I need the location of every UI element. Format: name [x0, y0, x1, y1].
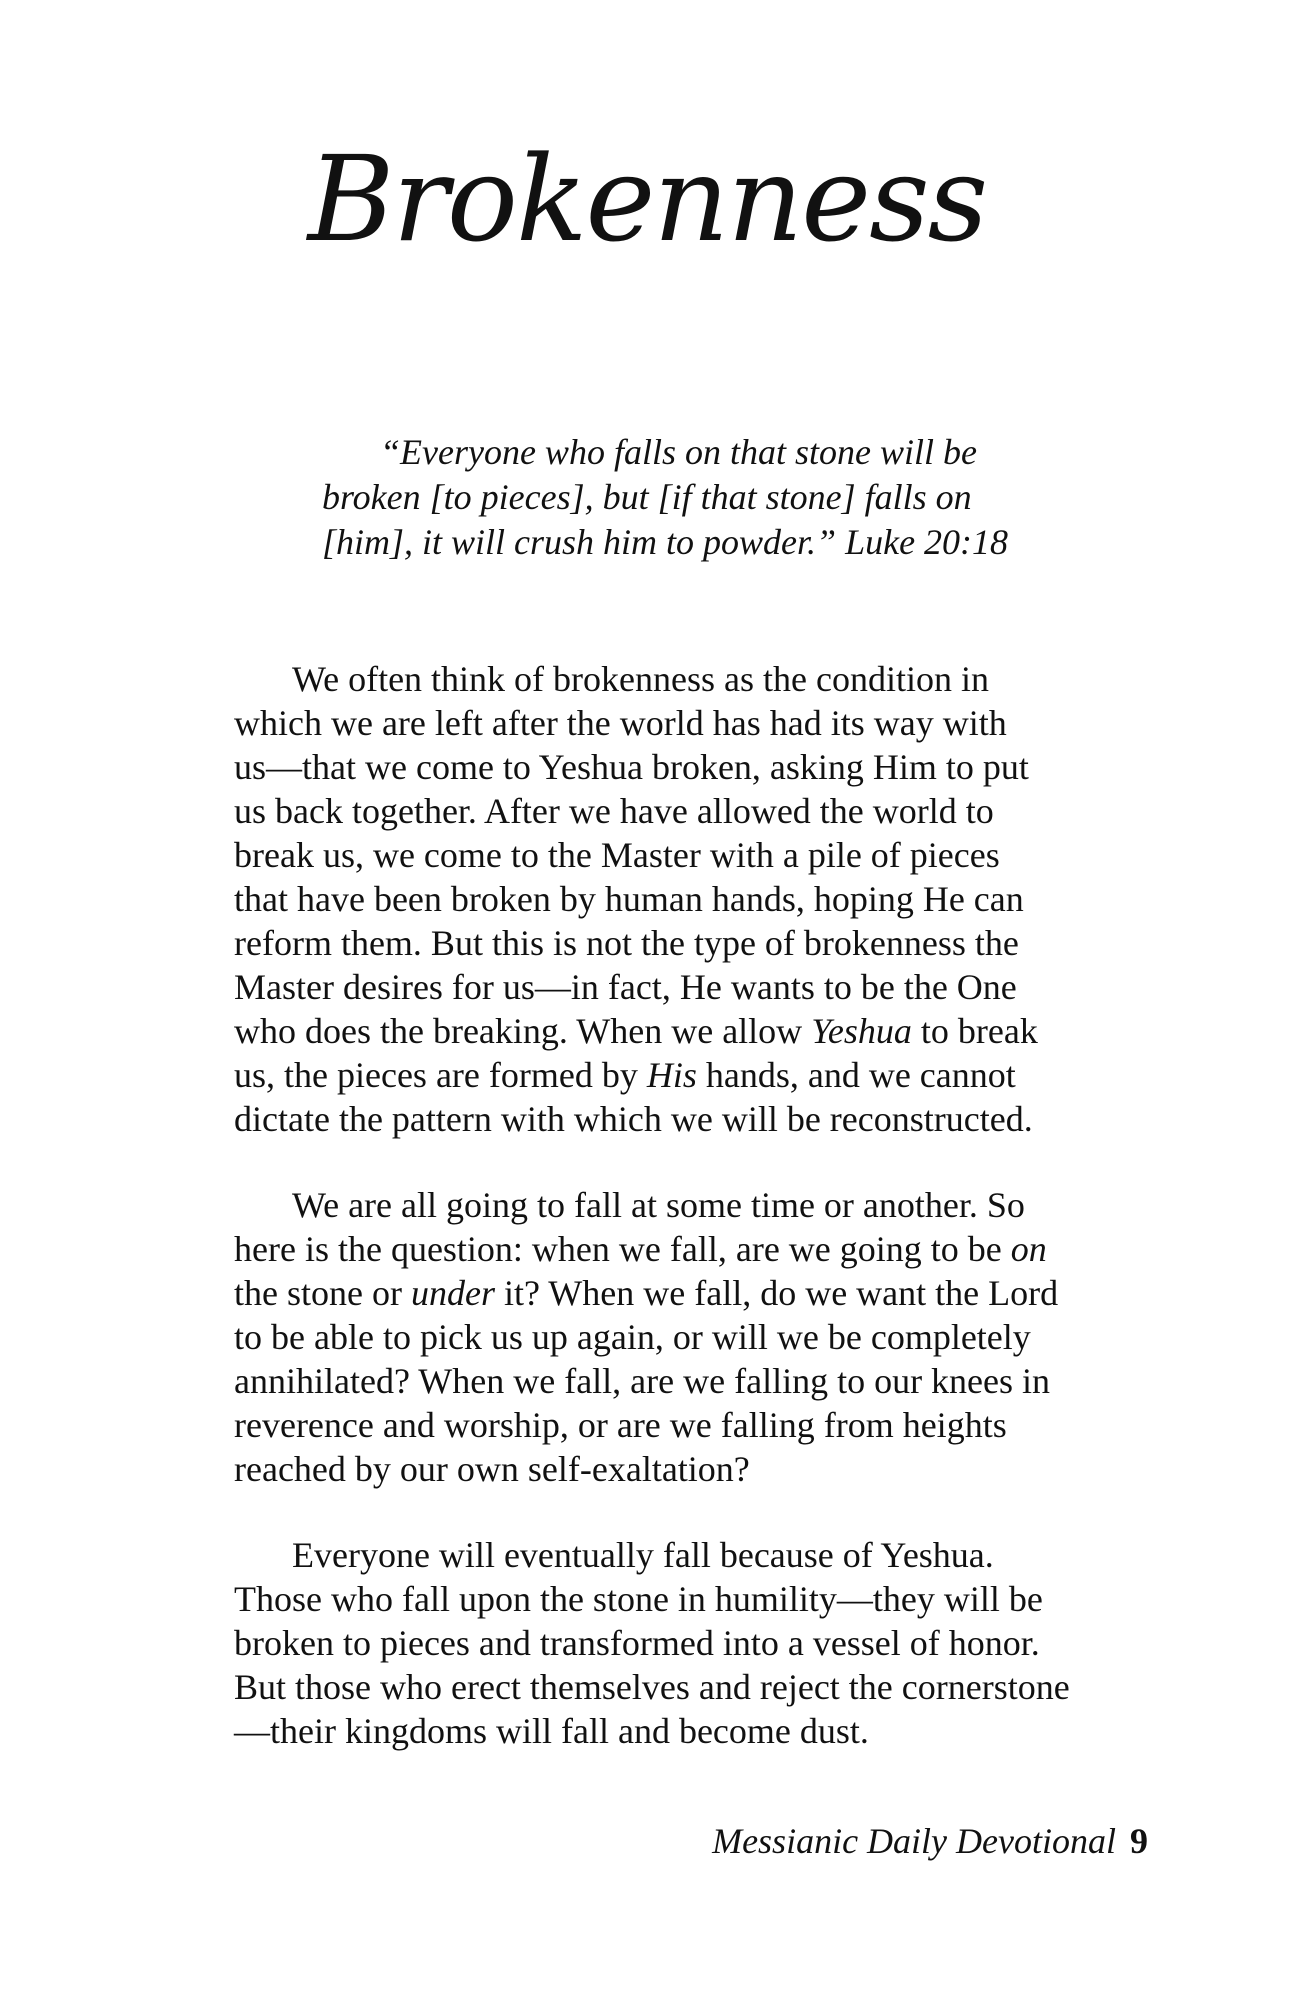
text-line: We are all going to fall at some time or another. So: [292, 1185, 1025, 1225]
paragraph-2: [234, 1183, 1114, 1491]
text-line: [234, 1009, 1114, 1053]
emphasis-text: His: [646, 1055, 697, 1095]
paragraph-1: [234, 657, 1114, 1141]
emphasis-text: on: [1010, 1229, 1047, 1269]
text-line: But those who erect themselves and reject the cornerstone: [234, 1667, 1070, 1707]
epigraph-line: [him], it will crush him to powder.” Luke 20:18: [322, 522, 1009, 562]
text-line: broken to pieces and transformed into a vessel of honor.: [234, 1623, 1040, 1663]
text-run: us, the pieces are formed by: [234, 1055, 647, 1095]
text-line: reverence and worship, or are we falling from heights: [234, 1405, 1007, 1445]
text-line: which we are left after the world has had its way with: [234, 703, 1007, 743]
text-line: [234, 1053, 1114, 1097]
text-line: reform them. But this is not the type of brokenness the: [234, 923, 1019, 963]
text-line: reached by our own self-exaltation?: [234, 1449, 750, 1489]
epigraph-quote: [322, 430, 1042, 565]
epigraph-line: broken [to pieces], but [if that stone] falls on: [322, 477, 972, 517]
text-run: the stone or: [234, 1273, 411, 1313]
emphasis-text: Yeshua: [811, 1011, 912, 1051]
running-footer-title: Messianic Daily Devotional: [712, 1821, 1116, 1861]
text-line: —their kingdoms will fall and become dust.: [234, 1711, 869, 1751]
text-line: [234, 1271, 1114, 1315]
text-line: Everyone will eventually fall because of Yeshua.: [292, 1535, 994, 1575]
epigraph-line: “Everyone who falls on that stone will be: [380, 432, 977, 472]
text-run: here is the question: when we fall, are we going to be: [234, 1229, 1011, 1269]
text-line: We often think of brokenness as the condition in: [292, 659, 989, 699]
text-line: us back together. After we have allowed the world to: [234, 791, 994, 831]
text-line: that have been broken by human hands, hoping He can: [234, 879, 1024, 919]
text-run: it? When we fall, do we want the Lord: [494, 1273, 1059, 1313]
emphasis-text: under: [410, 1273, 495, 1313]
text-run: hands, and we cannot: [696, 1055, 1016, 1095]
text-line: Master desires for us—in fact, He wants to be the One: [234, 967, 1017, 1007]
text-run: to break: [911, 1011, 1038, 1051]
page-number: 9: [1130, 1821, 1148, 1861]
text-line: us—that we come to Yeshua broken, asking Him to put: [234, 747, 1029, 787]
text-line: Those who fall upon the stone in humility—they will be: [234, 1579, 1043, 1619]
body-text: [234, 657, 1114, 1795]
text-line: dictate the pattern with which we will be reconstructed.: [234, 1099, 1033, 1139]
page-title: Brokenness: [307, 130, 987, 268]
text-run: who does the breaking. When we allow: [234, 1011, 812, 1051]
paragraph-3: [234, 1533, 1114, 1753]
page-footer: [712, 1819, 1148, 1863]
text-line: annihilated? When we fall, are we falling to our knees in: [234, 1361, 1051, 1401]
text-line: to be able to pick us up again, or will we be completely: [234, 1317, 1031, 1357]
text-line: break us, we come to the Master with a pile of pieces: [234, 835, 1000, 875]
text-line: [234, 1227, 1114, 1271]
